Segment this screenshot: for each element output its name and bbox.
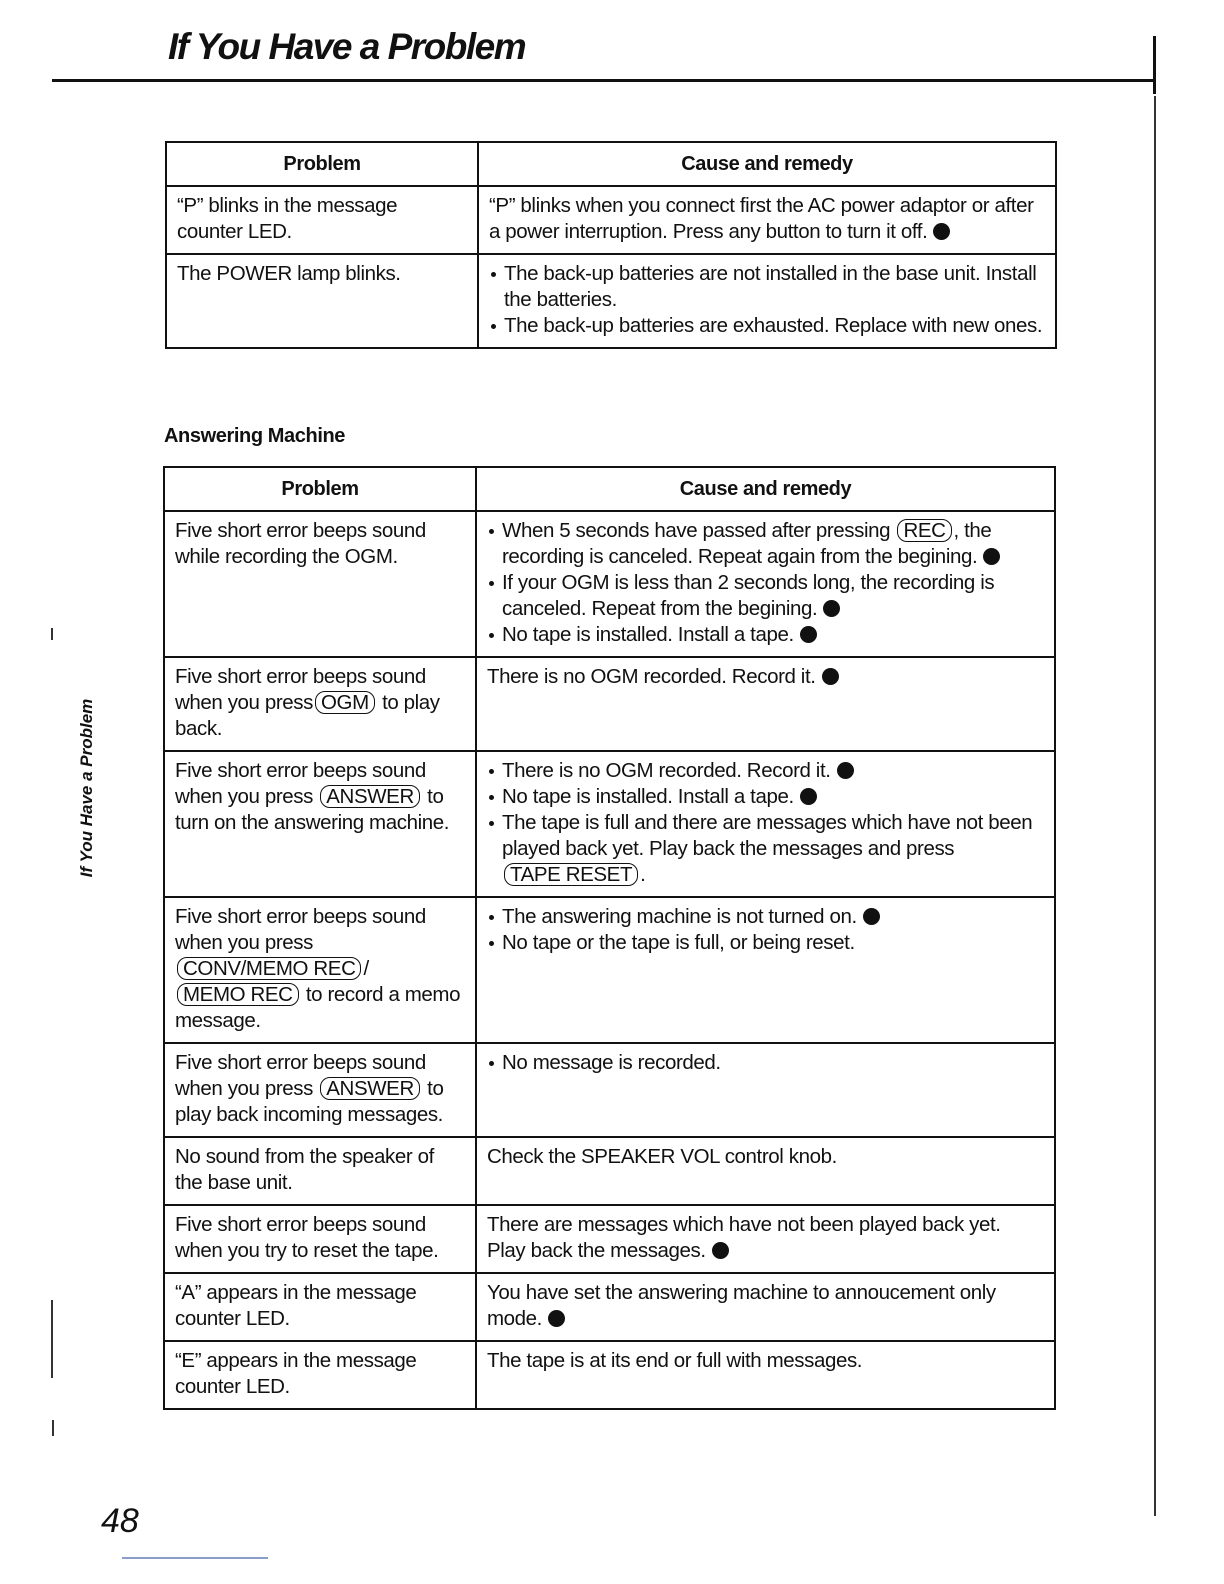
memo-rec-key-label: MEMO REC [177,983,299,1006]
column-header-cause: Cause and remedy [476,467,1055,511]
table-row [164,1137,1055,1205]
answer-key-label: ANSWER [320,785,420,808]
remedy-list [487,518,1044,648]
see-note-bullet-icon [712,1242,729,1259]
problem-cell: “E” appears in the message counter LED. [164,1341,476,1409]
remedy-text: No tape is installed. Install a tape. [502,785,794,808]
footer-divider [122,1557,268,1559]
remedy-item [487,784,1044,810]
see-note-bullet-icon [983,548,1000,565]
remedy-list [487,758,1044,888]
see-note-bullet-icon [933,223,950,240]
problem-cell [164,657,476,751]
problem-cell [164,1043,476,1137]
see-note-bullet-icon [837,762,854,779]
key-separator: / [363,957,369,980]
remedy-cell [476,1205,1055,1273]
remedy-item [487,904,1044,930]
table-row [164,1043,1055,1137]
remedy-text: “P” blinks when you connect first the AC power adaptor or after a power interruption. Press any button to turn it off. [489,194,1034,243]
column-header-problem: Problem [164,467,476,511]
remedy-item [487,758,1044,784]
page-title: If You Have a Problem [168,26,526,67]
margin-mark [51,1300,53,1378]
margin-mark [52,1420,54,1436]
table-row [166,254,1056,348]
see-note-bullet-icon [823,600,840,617]
remedy-text: The answering machine is not turned on. [502,905,857,928]
remedy-text: The tape is full and there are messages which have not been played back yet. Play back the messages and press [502,811,1033,860]
remedy-item: The back-up batteries are not installed in the base unit. Install the batteries. [489,261,1045,313]
remedy-item [487,518,1044,570]
conv-memo-rec-key-label: CONV/MEMO REC [177,957,361,980]
see-note-bullet-icon [822,668,839,685]
remedy-text: No tape is installed. Install a tape. [502,623,794,646]
remedy-text: . [640,863,646,886]
problem-text: Five short error beeps sound when you press [175,759,426,808]
rec-key-label: REC [897,519,951,542]
remedy-cell [476,1273,1055,1341]
general-trouble-table [165,141,1057,349]
remedy-text: There is no OGM recorded. Record it. [502,759,831,782]
margin-mark [51,628,53,640]
problem-cell: Five short error beeps sound while recording the OGM. [164,511,476,657]
answer-key-label: ANSWER [320,1077,420,1100]
problem-cell [164,897,476,1043]
see-note-bullet-icon [800,626,817,643]
remedy-text: If your OGM is less than 2 seconds long, the recording is canceled. Repeat from the begining. [502,571,995,620]
remedy-cell [476,657,1055,751]
table-row [164,1341,1055,1409]
title-divider [52,79,1156,82]
remedy-text: You have set the answering machine to annoucement only mode. [487,1281,996,1330]
remedy-cell [476,897,1055,1043]
problem-text: to play back. [175,691,440,740]
problem-cell: The POWER lamp blinks. [166,254,478,348]
problem-cell: No sound from the speaker of the base unit. [164,1137,476,1205]
remedy-item [487,622,1044,648]
right-margin-rule-long [1154,96,1156,1516]
remedy-cell [476,751,1055,897]
table-row [164,1205,1055,1273]
problem-cell [164,751,476,897]
remedy-text: There is no OGM recorded. Record it. [487,665,816,688]
see-note-bullet-icon [548,1310,565,1327]
column-header-problem: Problem [166,142,478,186]
side-tab-label: If You Have a Problem [77,698,96,878]
problem-text: Five short error beeps sound when you press [175,1051,426,1100]
remedy-cell [476,511,1055,657]
column-header-cause: Cause and remedy [478,142,1056,186]
problem-cell: “P” blinks in the message counter LED. [166,186,478,254]
table-row [164,1273,1055,1341]
table-row [164,897,1055,1043]
problem-text: to record a memo message. [175,983,461,1032]
problem-cell: Five short error beeps sound when you try to reset the tape. [164,1205,476,1273]
remedy-cell [476,1043,1055,1137]
remedy-cell [478,186,1056,254]
problem-text: to play back incoming messages. [175,1077,444,1126]
ogm-key-label: OGM [315,691,375,714]
table-header-row [166,142,1056,186]
table-header-row [164,467,1055,511]
remedy-list [487,904,1044,956]
remedy-cell: The tape is at its end or full with messages. [476,1341,1055,1409]
remedy-item [487,810,1044,888]
answering-machine-trouble-table [163,466,1056,1410]
see-note-bullet-icon [800,788,817,805]
table-row [164,657,1055,751]
table-row [166,186,1056,254]
section-heading-answering-machine: Answering Machine [164,425,346,447]
problem-text: to turn on the answering machine. [175,785,450,834]
remedy-cell [478,254,1056,348]
problem-cell: “A” appears in the message counter LED. [164,1273,476,1341]
table-row [164,511,1055,657]
remedy-text: , the recording is canceled. Repeat again from the begining. [502,519,992,568]
remedy-list [487,1050,1044,1076]
right-margin-rule [1153,36,1156,94]
remedy-list [489,261,1045,339]
remedy-item: The back-up batteries are exhausted. Replace with new ones. [489,313,1045,339]
tape-reset-key-label: TAPE RESET [504,863,638,886]
problem-text: Five short error beeps sound when you press [175,905,426,954]
table-row [164,751,1055,897]
remedy-item: No message is recorded. [487,1050,1044,1076]
problem-text: Five short error beeps sound when you press [175,665,426,714]
remedy-item [487,570,1044,622]
see-note-bullet-icon [863,908,880,925]
remedy-cell: Check the SPEAKER VOL control knob. [476,1137,1055,1205]
remedy-item: No tape or the tape is full, or being reset. [487,930,1044,956]
page-number: 48 [101,1502,139,1540]
remedy-text: When 5 seconds have passed after pressing [502,519,891,542]
remedy-text: There are messages which have not been played back yet. Play back the messages. [487,1213,1001,1262]
